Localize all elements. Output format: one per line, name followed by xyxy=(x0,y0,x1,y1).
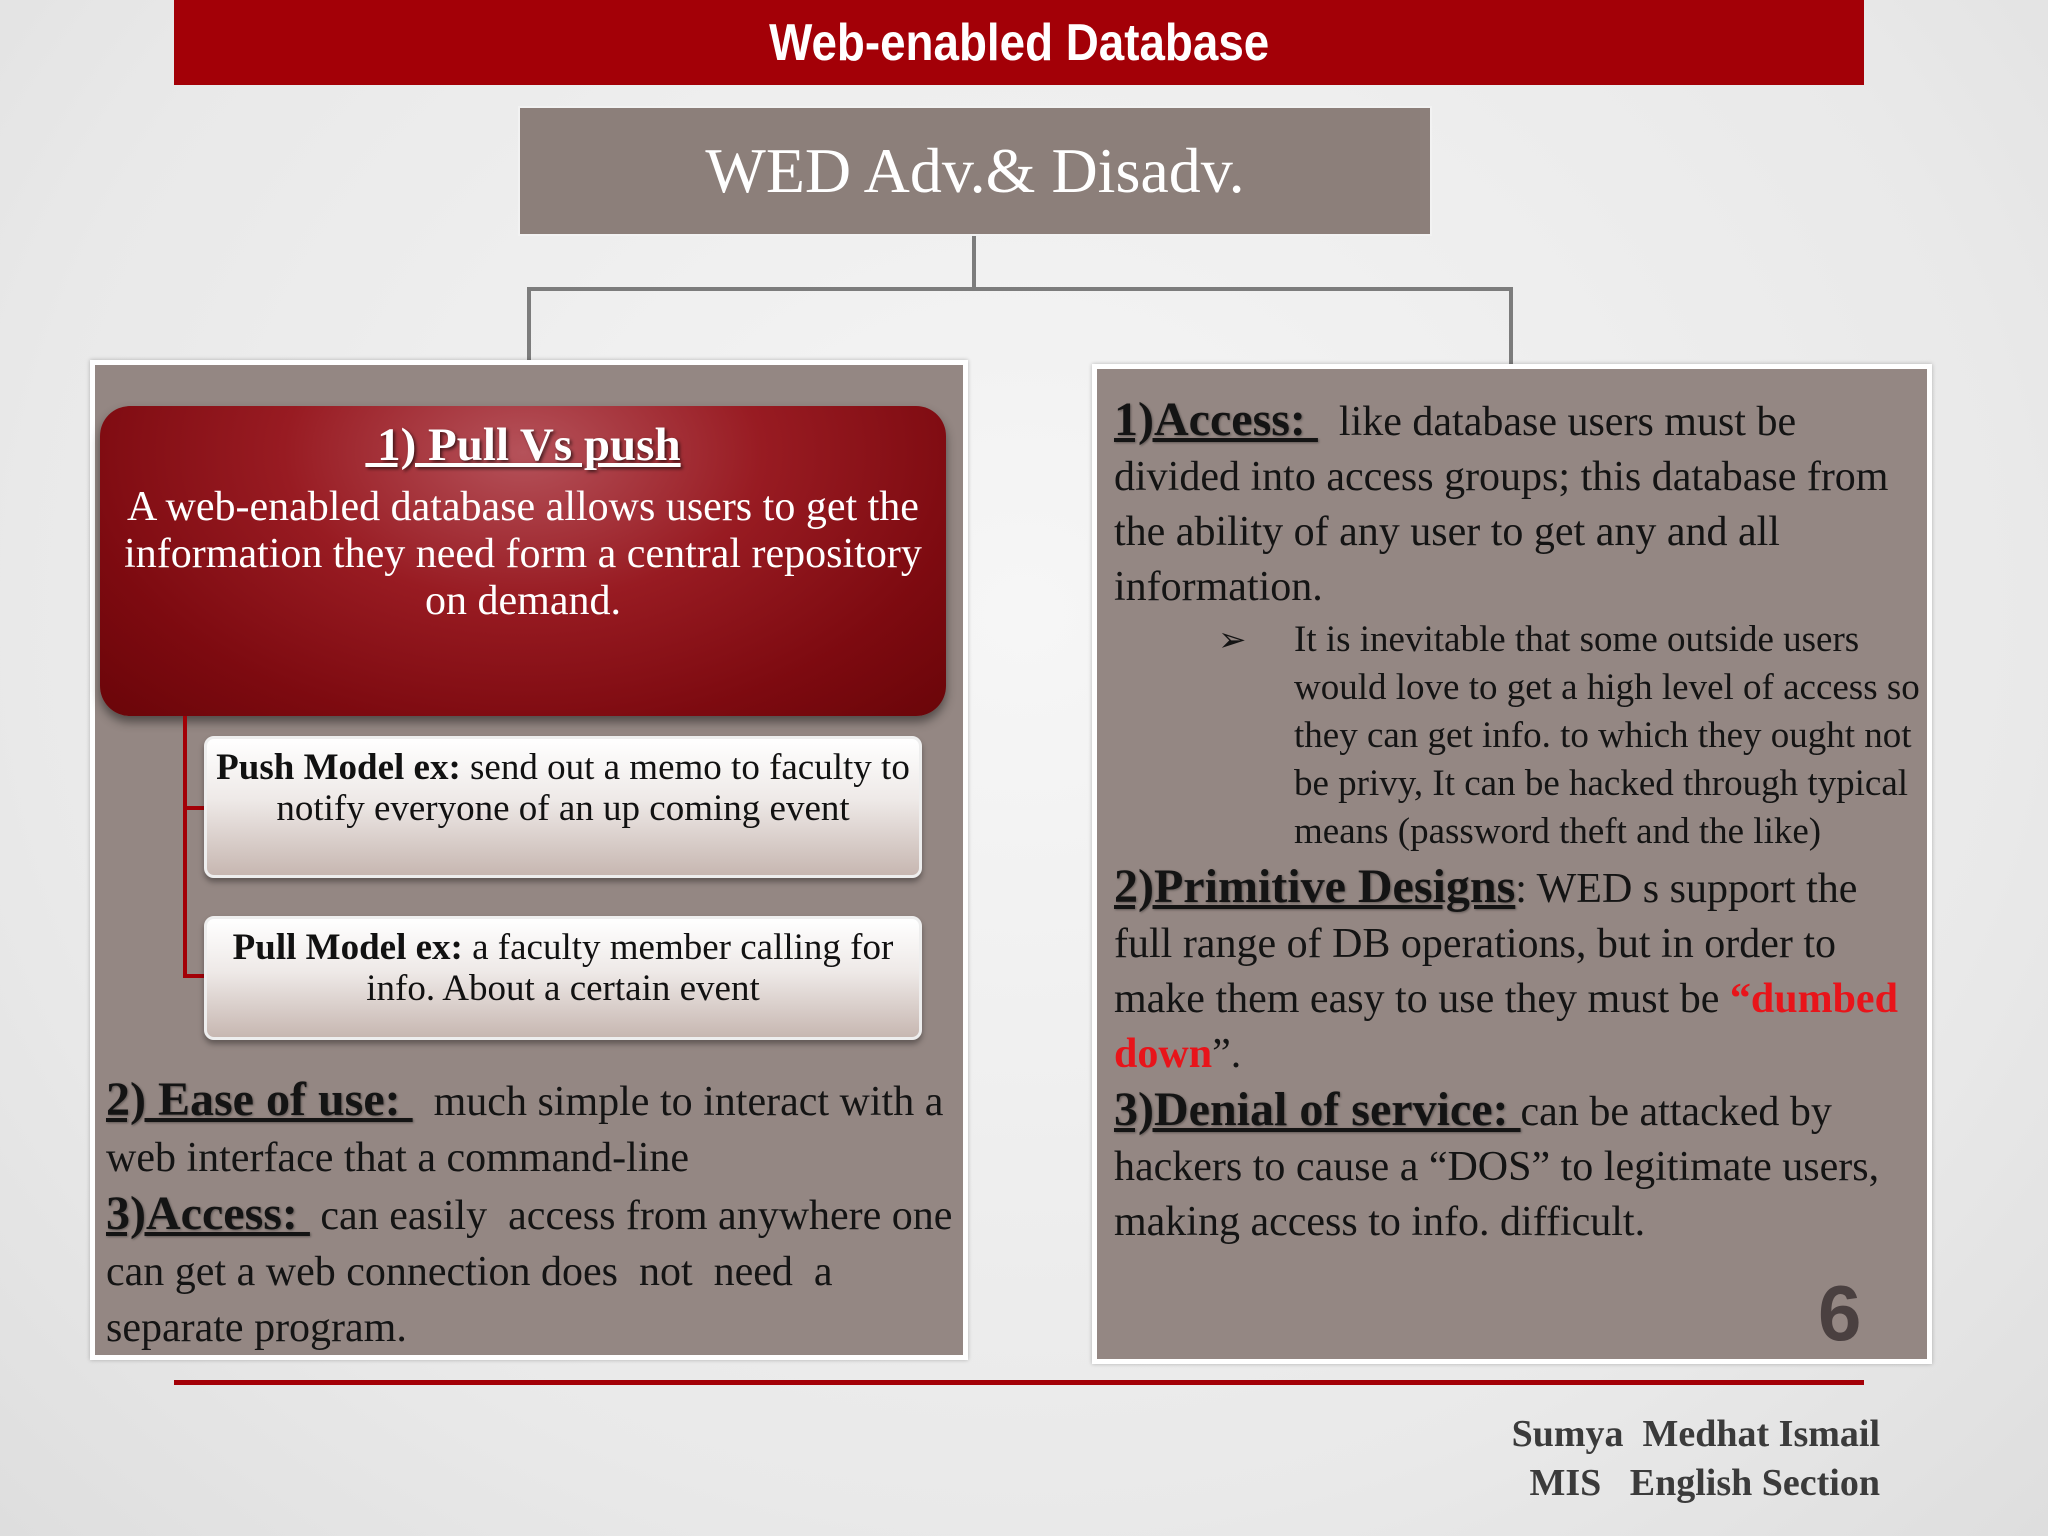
footer-divider xyxy=(174,1380,1864,1385)
footer-section: MIS English Section xyxy=(1529,1462,1880,1504)
denial-of-service-text: can be attacked by hackers to cause a “DOS” to legitimate users, making access to info. difficult. xyxy=(1114,1089,1880,1245)
connector-right-drop xyxy=(1509,287,1513,366)
bracket-tick-push xyxy=(183,806,204,810)
dumbed-down-highlight: “dumbed down xyxy=(1114,976,1898,1077)
disadvantages-text xyxy=(1114,392,1924,1250)
advantages-text xyxy=(106,1072,963,1356)
access-advantage-item xyxy=(106,1186,963,1356)
primitive-designs-item xyxy=(1114,859,1924,1082)
pull-model-label: Pull Model ex: xyxy=(232,927,463,968)
page-number: 6 xyxy=(1818,1269,1862,1357)
footer xyxy=(1400,1410,1880,1508)
connector-left-drop xyxy=(527,287,531,362)
access-disadvantage-item xyxy=(1114,392,1924,615)
root-node-label: WED Adv.& Disadv. xyxy=(705,135,1245,206)
pull-model-text: a faculty member calling for info. About a certain event xyxy=(366,927,894,1009)
access-bullet xyxy=(1114,616,1924,856)
push-model-label: Push Model ex: xyxy=(216,747,461,788)
connector-horizontal xyxy=(527,287,1513,291)
ease-of-use-text: much simple to interact with a web interface that a command-line xyxy=(106,1079,954,1181)
primitive-designs-end: ”. xyxy=(1212,1031,1242,1077)
access-disadvantage-text: like database users must be divided into access groups; this database from the ability of any user to get any and all information. xyxy=(1114,399,1899,610)
primitive-designs-label: 2)Primitive Designs xyxy=(1114,860,1516,913)
push-model-box xyxy=(204,736,922,878)
pull-vs-push-title: 1) Pull Vs push xyxy=(365,419,681,471)
root-node xyxy=(518,106,1432,236)
pull-model-box xyxy=(204,916,922,1040)
primitive-designs-text: : WED s support the full range of DB operations, but in order to make them easy to use they must be xyxy=(1114,866,1858,1022)
ease-of-use-label: 2) Ease of use: xyxy=(106,1073,413,1126)
denial-of-service-label: 3)Denial of service: xyxy=(1114,1083,1521,1136)
footer-author: Sumya Medhat Ismail xyxy=(1511,1413,1880,1455)
denial-of-service-item xyxy=(1114,1082,1924,1250)
bracket-line xyxy=(183,716,187,978)
bracket-tick-pull xyxy=(183,974,204,978)
ease-of-use-item xyxy=(106,1072,956,1186)
access-disadvantage-label: 1)Access: xyxy=(1114,393,1318,446)
access-bullet-text: It is inevitable that some outside users would love to get a high level of access so they can get info. to which they ought not be privy, It can be hacked through typical means (password theft and the like) xyxy=(1294,619,1920,852)
slide-title: Web-enabled Database xyxy=(768,13,1270,72)
arrow-bullet-icon: ➢ xyxy=(1218,620,1247,660)
title-bar xyxy=(174,0,1864,85)
pull-vs-push-card xyxy=(100,406,946,716)
access-advantage-text: can easily access from anywhere one can get a web connection does not need a separate program. xyxy=(106,1193,963,1351)
pull-vs-push-body: A web-enabled database allows users to get the information they need form a central repository on demand. xyxy=(124,484,922,624)
connector-stem xyxy=(972,236,976,291)
access-advantage-label: 3)Access: xyxy=(106,1187,310,1240)
push-model-text: send out a memo to faculty to notify everyone of an up coming event xyxy=(276,747,910,829)
